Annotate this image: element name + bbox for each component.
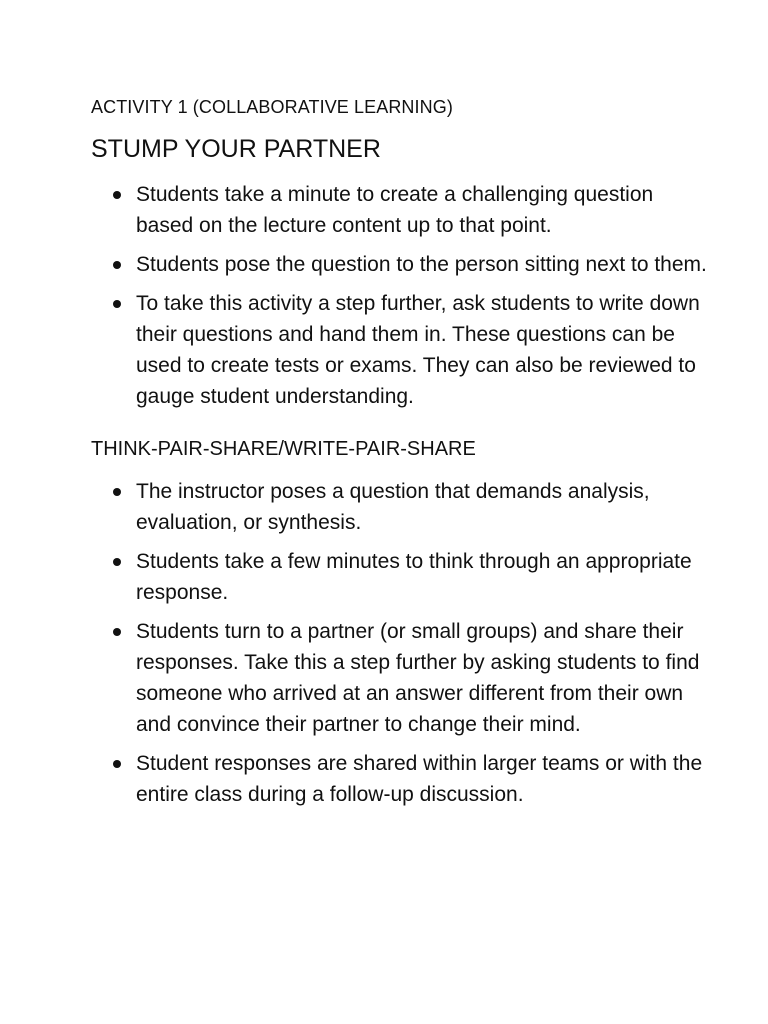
list-item-text: The instructor poses a question that demands analysis, evaluation, or synthesis.: [136, 480, 650, 534]
list-item-text: Students turn to a partner (or small groups) and share their responses. Take this a step further by asking students to find someone who arrived at an answer different from their own and convince their partner to change their mind.: [136, 620, 700, 736]
list-item-text: Students take a minute to create a challenging question based on the lecture content up to that point.: [136, 183, 654, 237]
list-item-text: To take this activity a step further, ask students to write down their questions and hand them in. These questions can be used to create tests or exams. They can also be reviewed to gauge student understanding.: [136, 292, 700, 408]
bullet-list-stump-your-partner: [91, 179, 708, 412]
list-item-text: Student responses are shared within larger teams or with the entire class during a follow-up discussion.: [136, 752, 703, 806]
bullet-icon: [113, 488, 121, 496]
activity-label: ACTIVITY 1 (COLLABORATIVE LEARNING): [91, 97, 453, 117]
list-item: [91, 546, 708, 608]
list-item: [91, 288, 708, 412]
bullet-icon: [113, 628, 121, 636]
list-item: [91, 748, 708, 810]
bullet-icon: [113, 300, 121, 308]
list-item: [91, 616, 708, 740]
bullet-icon: [113, 760, 121, 768]
bullet-icon: [113, 558, 121, 566]
bullet-icon: [113, 191, 121, 199]
bullet-list-think-pair-share: [91, 476, 708, 810]
list-item-text: Students pose the question to the person sitting next to them.: [136, 253, 707, 276]
list-item: [91, 179, 708, 241]
section-title-stump-your-partner: STUMP YOUR PARTNER: [91, 135, 381, 163]
list-item: [91, 476, 708, 538]
list-item-text: Students take a few minutes to think through an appropriate response.: [136, 550, 692, 604]
bullet-icon: [113, 261, 121, 269]
list-item: [91, 249, 708, 280]
section-title-think-pair-share: THINK-PAIR-SHARE/WRITE-PAIR-SHARE: [91, 438, 476, 460]
